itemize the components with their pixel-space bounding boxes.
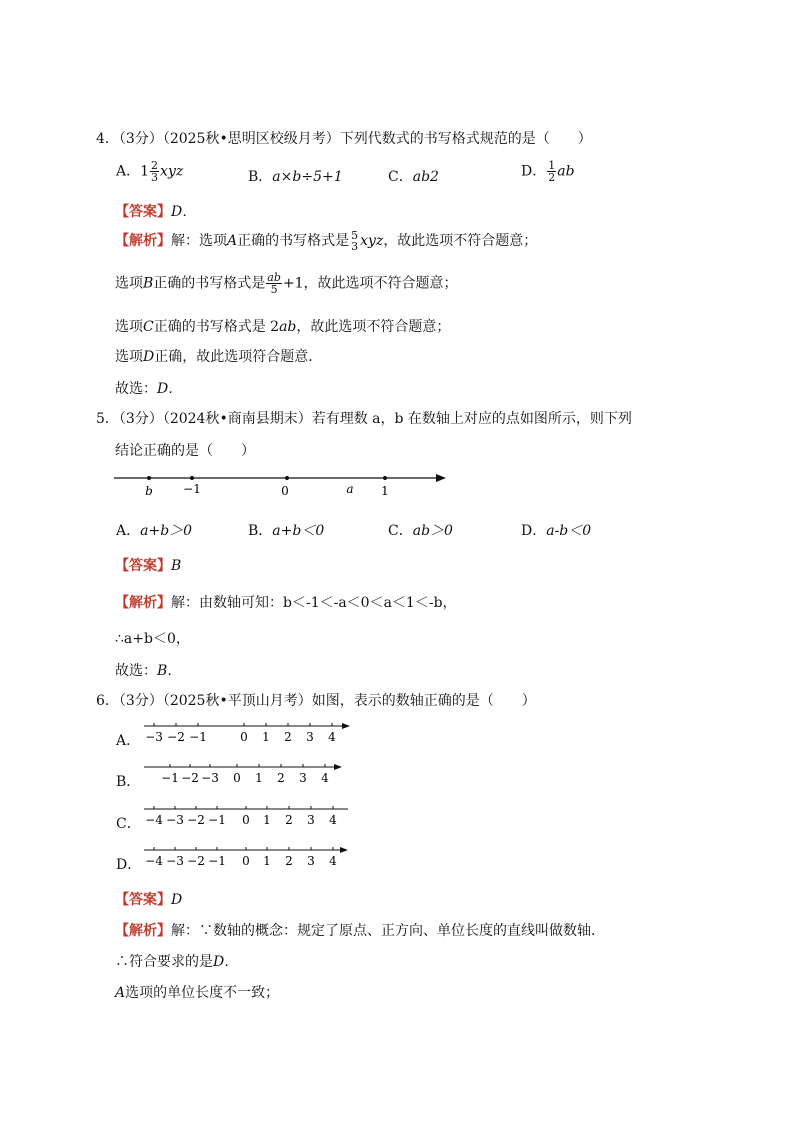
q4-l2-opt: B [143,275,154,292]
q6-l2-text: ∴符合要求的是 [115,954,213,970]
q5-question-line1: 5．（3分）（2024秋•商南县期末）若有理数 a，b 在数轴上对应的点如图所示，则下列 [96,411,632,427]
q6-option-b-label: B． [116,774,141,790]
q4-answer [115,201,196,221]
q6-axis-d-label-1: −3 [166,854,184,868]
q6-axis-d-label-6: 2 [285,854,293,868]
q5-analysis-line1 [115,592,457,612]
q5-l1-text: 解：由数轴可知：b＜-1＜-a＜0＜a＜1＜-b， [171,595,457,611]
q6-axis-c [140,803,355,829]
q4-l1-post: ，故此选项不符合题意； [383,233,538,249]
q6-l3-text: 选项的单位长度不一致； [125,985,280,1001]
q5-point-1 [383,476,387,480]
q5-answer-tag: 【答案】 [115,558,171,574]
q6-analysis-line2 [115,951,238,971]
q6-axis-c-label-6: 2 [285,813,293,827]
q4-answer-value: D． [171,204,197,220]
q4-option-b-label: B． [248,169,273,185]
q4-option-c-expr: ab2 [412,169,439,185]
q6-l3-opt: A [115,985,126,1001]
q4-l1-pre: 解：选项 [171,233,227,249]
q6-axis-d-label-8: 4 [329,854,337,868]
q4-option-d-label: D． [521,163,547,180]
q5-option-a-expr: a+b＞0 [140,523,193,539]
q4-l3-post: ，故此选项不符合题意； [296,319,451,335]
q4-option-a-int: 1 [140,163,150,180]
q6-axis-d-label-4: 0 [242,854,250,868]
q4-l1-num: 5 [351,229,359,242]
q6-axis-c-label-4: 0 [242,813,250,827]
q4-l3-mid: 正确的书写格式是 2 [153,319,280,335]
q5-option-c [388,520,453,540]
q4-l4-opt: D [143,349,155,365]
q4-l4-pre: 选项 [115,349,143,365]
q6-axis-c-label-8: 4 [329,813,337,827]
q5-option-a-label: A． [116,523,141,539]
q6-answer-value: D [171,892,183,908]
q4-option-d-num: 1 [548,159,556,172]
q6-axis-c-label-5: 1 [263,813,271,827]
q6-l1-text: 解：∵数轴的概念：规定了原点、正方向、单位长度的直线叫做数轴． [171,923,605,939]
q5-analysis-line2: ∴a+b＜0， [115,631,190,647]
q4-l1-fraction [350,230,359,252]
q5-option-b [248,520,324,540]
q5-option-b-expr: a+b＜0 [272,523,325,539]
q6-axis-b-label-7: 4 [321,771,329,785]
q4-option-a-num: 2 [151,159,159,172]
q6-axis-b-label-3: 0 [233,771,241,785]
q4-l1-mid: 正确的书写格式是 [237,233,350,249]
q5-option-b-label: B． [248,523,273,539]
q6-axis-b-label-6: 3 [299,771,307,785]
q6-option-c-label: C． [116,816,141,832]
q4-option-a-var: xyz [160,163,184,180]
q6-axis-a-label-3: 0 [240,730,248,744]
q4-l2-post: ，故此选项不符合题意； [303,275,458,292]
q4-l5-text: 故选： [115,381,157,397]
q4-option-c-label: C． [388,169,413,185]
q4-option-d-den: 2 [548,171,556,184]
q4-l1-den: 3 [351,240,359,253]
q4-analysis-line2 [115,272,458,295]
q4-l1-var: xyz [360,233,384,249]
q6-axis-a-label-5: 2 [284,730,292,744]
q4-l5-ans: D． [157,381,183,397]
q6-axis-b-label-0: −1 [161,771,179,785]
q6-axis-d-label-7: 3 [307,854,315,868]
q4-option-b [248,166,343,186]
q5-l3-ans: B． [157,663,182,679]
q6-axis-a [140,720,355,746]
q6-axis-b-label-2: −3 [201,771,219,785]
q6-axis-d-label-2: −2 [187,854,205,868]
q6-axis-b-arrow [334,764,342,770]
q6-answer-tag: 【答案】 [115,892,171,908]
q4-option-d-var: ab [557,163,575,180]
q5-option-c-label: C． [388,523,413,539]
q5-l3-text: 故选： [115,663,157,679]
q4-l1-opt: A [227,233,238,249]
q6-axis-d-label-0: −4 [145,854,163,868]
q6-analysis-tag: 【解析】 [115,923,171,939]
q4-l2-fraction [266,272,282,295]
q4-l2-den: 5 [270,283,278,296]
q4-option-a-den: 3 [151,171,159,184]
q6-axis-a-label-1: −2 [167,730,185,744]
q5-analysis-line3 [115,660,181,680]
q4-question: 4．（3分）（2025秋•思明区校级月考）下列代数式的书写格式规范的是（ ） [96,131,592,147]
q4-option-b-expr: a×b÷5+1 [272,169,343,185]
q5-point-0 [285,476,289,480]
q5-analysis-tag: 【解析】 [115,595,171,611]
q6-answer [115,889,182,909]
q6-axis-a-label-0: −3 [145,730,163,744]
q4-option-c [388,166,439,186]
q5-label-a: a [346,482,354,496]
q6-option-d-label: D． [116,857,142,873]
q5-option-d [521,520,591,540]
q5-number-line [110,468,455,500]
q4-option-a [116,160,183,183]
q6-axis-c-label-3: −1 [208,813,226,827]
q5-option-d-label: D． [521,523,547,539]
q6-axis-b [140,761,350,787]
q4-option-a-label: A． [116,163,141,180]
q5-question-line2: 结论正确的是（ ） [115,443,255,459]
q5-point-b [147,476,151,480]
q4-l4-post: 正确，故此选项符合题意． [154,349,323,365]
q4-l3-opt: C [143,319,154,335]
q6-analysis-line3 [115,982,279,1002]
q6-axis-d [140,844,355,870]
q6-axis-c-label-0: −4 [145,813,163,827]
q4-l2-mid: 正确的书写格式是 [153,275,266,292]
q6-analysis-line1 [115,920,605,940]
q4-l2-pre: 选项 [115,275,143,292]
q6-option-a-label: A． [116,733,141,749]
q5-point-neg1 [190,476,194,480]
q6-axis-a-arrow [342,723,350,729]
q5-label-b: b [145,484,153,498]
q4-analysis-line4 [115,346,322,366]
q4-analysis-line5 [115,378,182,398]
q4-option-d [521,160,575,183]
q6-axis-c-label-2: −2 [187,813,205,827]
q5-option-d-expr: a-b＜0 [546,523,592,539]
q6-axis-a-label-6: 3 [306,730,314,744]
q6-axis-b-label-1: −2 [181,771,199,785]
q5-label-neg1: −1 [183,482,201,496]
q6-axis-b-label-4: 1 [255,771,263,785]
q6-axis-b-label-5: 2 [277,771,285,785]
q4-l3-var: ab [279,319,297,335]
q4-answer-tag: 【答案】 [115,204,171,220]
q6-axis-d-label-3: −1 [208,854,226,868]
q5-label-1: 1 [381,484,389,498]
q4-analysis-line1 [115,230,537,252]
q6-axis-d-label-5: 1 [263,854,271,868]
q6-axis-c-label-7: 3 [307,813,315,827]
q5-option-c-expr: ab＞0 [412,523,453,539]
q6-axis-d-arrow [340,847,348,853]
q5-label-0: 0 [281,484,289,498]
q6-l2-ans: D． [213,954,239,970]
q4-l3-pre: 选项 [115,319,143,335]
q4-option-a-fraction [150,160,159,183]
q4-l2-num: ab [267,271,281,284]
q5-answer-value: B [171,558,182,574]
q6-question: 6．（3分）（2025秋•平顶山月考）如图，表示的数轴正确的是（ ） [96,693,536,709]
q6-axis-a-label-2: −1 [189,730,207,744]
q4-option-d-fraction [547,160,556,183]
q4-l2-plus: +1 [282,275,304,292]
q6-axis-c-label-1: −3 [166,813,184,827]
q6-axis-a-label-7: 4 [328,730,336,744]
q5-option-a [116,520,192,540]
q6-axis-a-label-4: 1 [262,730,270,744]
q5-answer [115,555,181,575]
q4-analysis-tag: 【解析】 [115,233,171,249]
q4-analysis-line3 [115,316,450,336]
q5-axis-arrow [436,474,446,482]
